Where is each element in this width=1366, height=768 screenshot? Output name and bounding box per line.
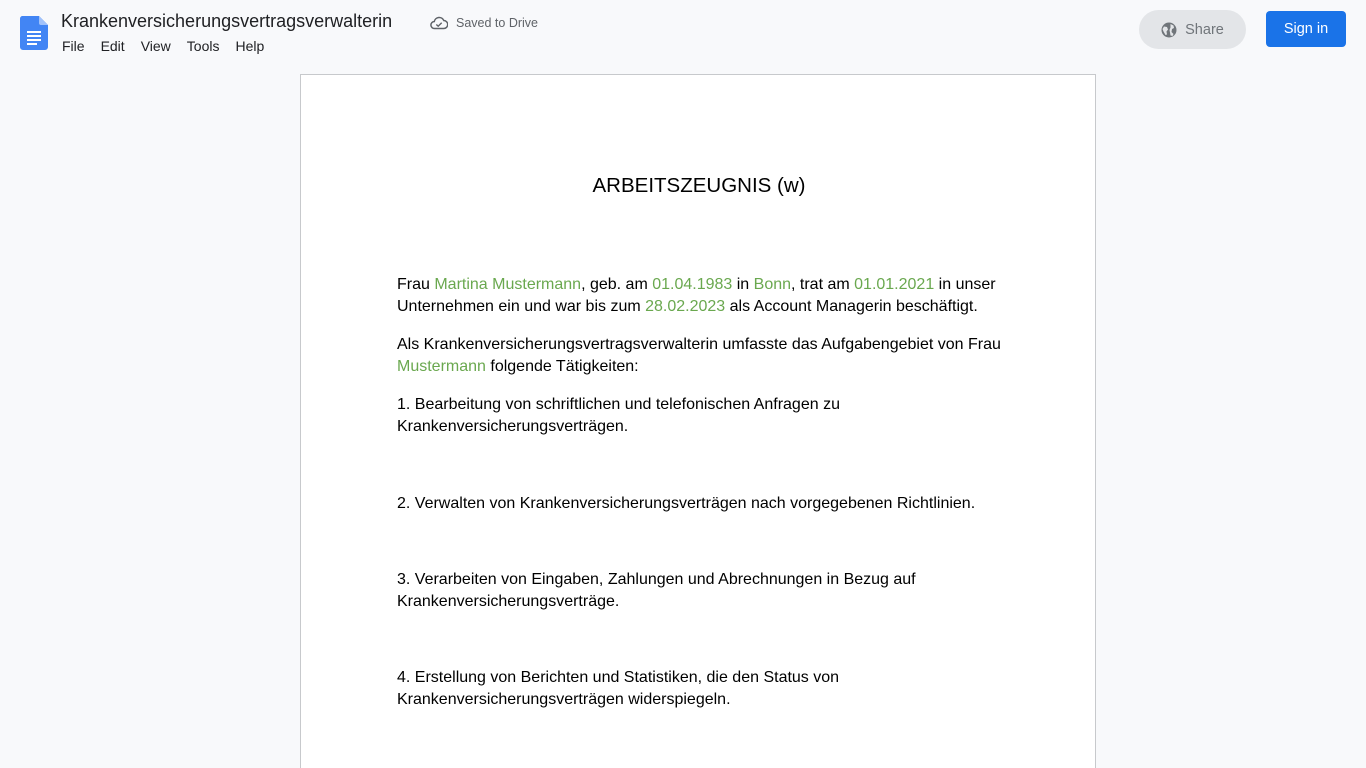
sign-in-button[interactable]: Sign in — [1266, 11, 1346, 47]
document-page[interactable] — [300, 74, 1096, 768]
task-item: 1. Bearbeitung von schriftlichen und telefonischen Anfragen zu Krankenversicherungsverträgen. — [397, 396, 840, 435]
document-heading: ARBEITSZEUGNIS (w) — [592, 174, 806, 197]
employee-surname: Mustermann — [397, 358, 486, 375]
end-date: 28.02.2023 — [645, 298, 726, 315]
task-item: 2. Verwalten von Krankenversicherungsverträgen nach vorgegebenen Richtlinien. — [397, 495, 976, 512]
menu-file[interactable]: File — [62, 38, 85, 54]
menu-tools[interactable]: Tools — [186, 38, 220, 54]
task-item: 4. Erstellung von Berichten und Statistiken, die den Status von Krankenversicherungsverträgen widerspiegeln. — [397, 669, 840, 708]
task-item: 3. Verarbeiten von Eingaben, Zahlungen und Abrechnungen in Bezug auf Krankenversicherungsverträge. — [397, 571, 916, 610]
employee-name: Martina Mustermann — [434, 276, 582, 293]
birth-date: 01.04.1983 — [652, 276, 733, 293]
menu-edit[interactable]: Edit — [100, 38, 125, 54]
document-title[interactable]: Krankenversicherungsvertragsverwalterin — [61, 11, 393, 31]
menu-view[interactable]: View — [140, 38, 171, 54]
share-button[interactable] — [1139, 10, 1246, 49]
menu-help[interactable]: Help — [235, 38, 265, 54]
globe-icon — [1161, 22, 1177, 38]
paragraph-intro: Frau Martina Mustermann, geb. am 01.04.1983 in Bonn, trat am 01.01.2021 in unser Unternehmen ein und war bis zum 28.02.2023 als Account Managerin beschäftigt. — [397, 276, 996, 315]
cloud-done-icon — [430, 16, 448, 30]
menu-bar — [54, 36, 272, 56]
save-status-label: Saved to Drive — [456, 16, 538, 30]
top-bar — [0, 0, 1366, 64]
paragraph-role: Als Krankenversicherungsvertragsverwalterin umfasste das Aufgabengebiet von Frau Mustermann folgende Tätigkeiten: — [397, 336, 1001, 375]
google-docs-icon[interactable] — [20, 16, 48, 50]
birth-city: Bonn — [753, 276, 792, 293]
start-date: 01.01.2021 — [854, 276, 935, 293]
save-status — [430, 14, 538, 32]
share-button-label: Share — [1185, 21, 1224, 38]
